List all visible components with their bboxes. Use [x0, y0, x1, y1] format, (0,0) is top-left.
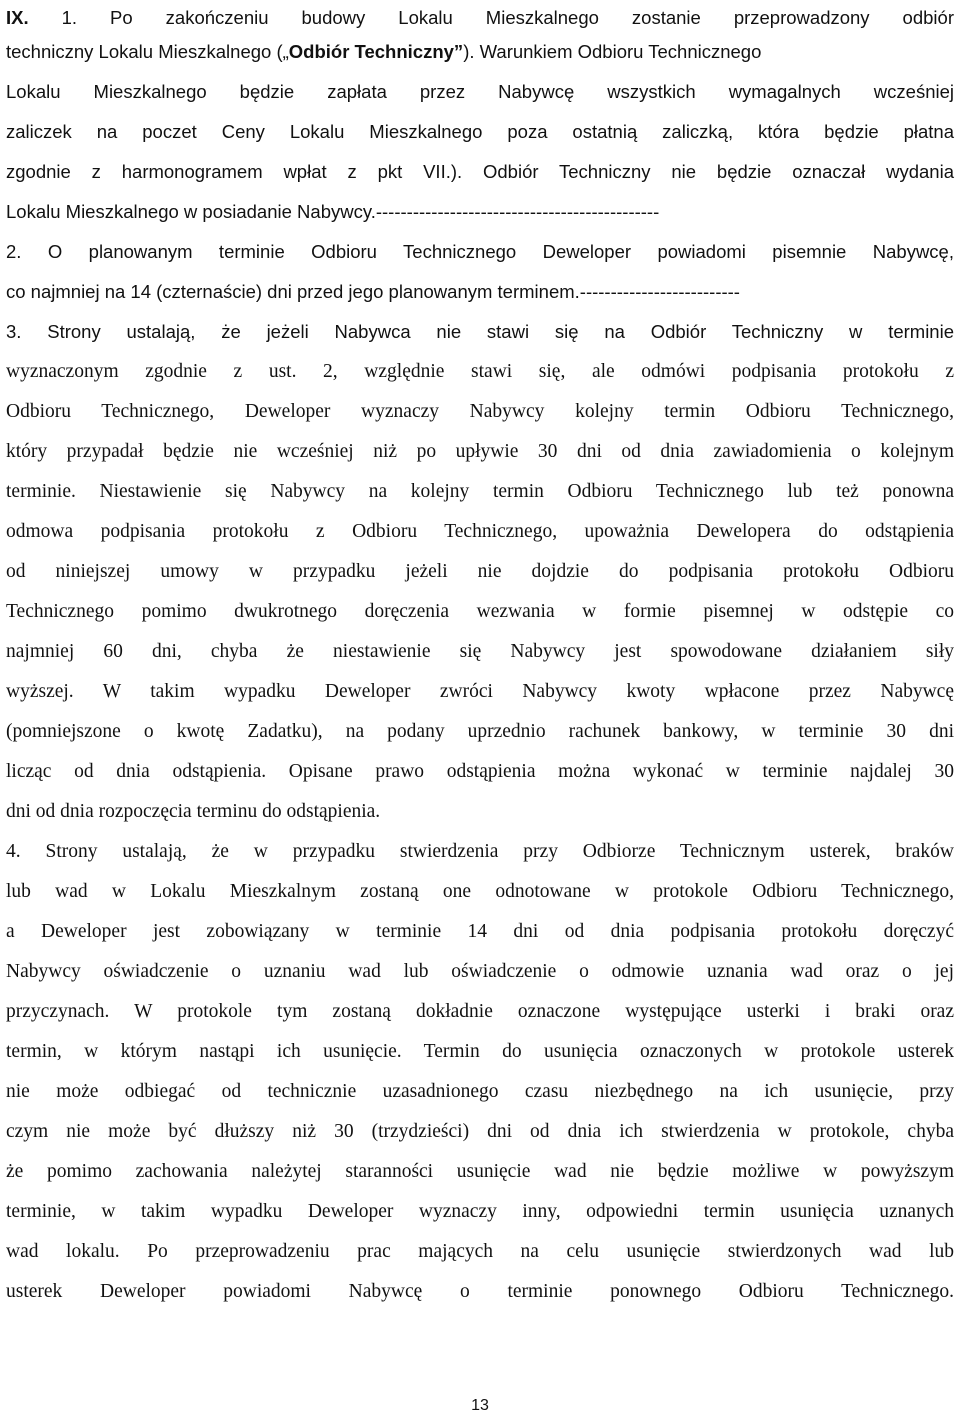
paragraph-1-line-3: Lokalu Mieszkalnego będzie zapłata przez Nabywcę wszystkich wymagalnych wcześniej: [6, 81, 954, 102]
paragraph-4-line-8: czym nie może być dłuższy niż 30 (trzydzieści) dni od dnia ich stwierdzenia w protokole, chyba: [6, 1121, 954, 1142]
paragraph-3-line-7: od niniejszej umowy w przypadku jeżeli nie dojdzie do podpisania protokołu Odbioru: [6, 561, 954, 582]
paragraph-4-line-5: przyczynach. W protokole tym zostaną dokładnie oznaczone występujące usterki i braki oraz: [6, 1001, 954, 1022]
paragraph-1-line-4: zaliczek na poczet Ceny Lokalu Mieszkalnego poza ostatnią zaliczką, która będzie płatna: [6, 121, 954, 142]
paragraph-4-line-12: usterek Deweloper powiadomi Nabywcę o terminie ponownego Odbioru Technicznego.: [6, 1281, 954, 1302]
paragraph-2-line-1: 2. O planowanym terminie Odbioru Technicznego Deweloper powiadomi pisemnie Nabywcę,: [6, 241, 954, 262]
paragraph-4-line-4: Nabywcy oświadczenie o uznaniu wad lub oświadczenie o odmowie uznania wad oraz o jej: [6, 961, 954, 982]
paragraph-4-line-2: lub wad w Lokalu Mieszkalnym zostaną one odnotowane w protokole Odbioru Technicznego,: [6, 881, 954, 902]
paragraph-1-text: ). Warunkiem Odbioru Technicznego: [463, 41, 762, 62]
paragraph-3-line-2: wyznaczonym zgodnie z ust. 2, względnie stawi się, ale odmówi podpisania protokołu z: [6, 361, 954, 382]
paragraph-1-line-5: zgodnie z harmonogramem wpłat z pkt VII.). Odbiór Techniczny nie będzie oznaczał wydania: [6, 161, 954, 182]
paragraph-4-line-1: 4. Strony ustalają, że w przypadku stwierdzenia przy Odbiorze Technicznym usterek, braków: [6, 841, 954, 862]
paragraph-3-line-9: najmniej 60 dni, chyba że niestawienie się Nabywcy jest spowodowane działaniem siły: [6, 641, 954, 662]
paragraph-1-line-2: [6, 32, 954, 72]
paragraph-1-text: 1. Po zakończeniu budowy Lokalu Mieszkalnego zostanie przeprowadzony odbiór: [28, 7, 954, 28]
paragraph-4-line-3: a Deweloper jest zobowiązany w terminie 14 dni od dnia podpisania protokołu doręczyć: [6, 921, 954, 942]
paragraph-4-line-7: nie może odbiegać od technicznie uzasadnionego czasu niezbędnego na ich usunięcie, przy: [6, 1081, 954, 1102]
paragraph-3-line-6: odmowa podpisania protokołu z Odbioru Technicznego, upoważnia Dewelopera do odstąpienia: [6, 521, 954, 542]
paragraph-3-line-4: który przypadał będzie nie wcześniej niż po upływie 30 dni od dnia zawiadomienia o kolejnym: [6, 441, 954, 462]
paragraph-3-line-3: Odbioru Technicznego, Deweloper wyznaczy Nabywcy kolejny termin Odbioru Technicznego,: [6, 401, 954, 422]
defined-term-odbior-techniczny: Odbiór Techniczny”: [288, 41, 464, 62]
paragraph-4-line-9: że pomimo zachowania należytej staranności usunięcie wad nie będzie możliwe w powyższym: [6, 1161, 954, 1182]
paragraph-4-line-6: termin, w którym nastąpi ich usunięcie. Termin do usunięcia oznaczonych w protokole usterek: [6, 1041, 954, 1062]
paragraph-3-line-10: wyższej. W takim wypadku Deweloper zwróci Nabywcy kwoty wpłacone przez Nabywcę: [6, 681, 954, 702]
paragraph-4-line-10: terminie, w takim wypadku Deweloper wyznaczy inny, odpowiedni termin usunięcia uznanych: [6, 1201, 954, 1222]
paragraph-1-line-6: Lokalu Mieszkalnego w posiadanie Nabywcy.----------------------------------------------: [6, 201, 660, 222]
page-number: 13: [471, 1397, 489, 1414]
paragraph-3-line-5: terminie. Niestawienie się Nabywcy na kolejny termin Odbioru Technicznego lub też ponowna: [6, 481, 954, 502]
paragraph-3-line-11: (pomniejszone o kwotę Zadatku), na podany uprzednio rachunek bankowy, w terminie 30 dni: [6, 721, 954, 742]
paragraph-1-text: techniczny Lokalu Mieszkalnego („: [6, 41, 289, 62]
paragraph-3-line-13: dni od dnia rozpoczęcia terminu do odstąpienia.: [6, 801, 381, 822]
paragraph-4-line-11: wad lokalu. Po przeprowadzeniu prac mających na celu usunięcie stwierdzonych wad lub: [6, 1241, 954, 1262]
section-number: IX.: [6, 7, 29, 28]
paragraph-3-line-8: Technicznego pomimo dwukrotnego doręczenia wezwania w formie pisemnej w odstępie co: [6, 601, 954, 622]
paragraph-3-line-12: licząc od dnia odstąpienia. Opisane prawo odstąpienia można wykonać w terminie najdalej 30: [6, 761, 954, 782]
paragraph-3-line-1: 3. Strony ustalają, że jeżeli Nabywca nie stawi się na Odbiór Techniczny w terminie: [6, 321, 954, 342]
paragraph-2-line-2: co najmniej na 14 (czternaście) dni przed jego planowanym terminem.--------------------------: [6, 281, 740, 302]
